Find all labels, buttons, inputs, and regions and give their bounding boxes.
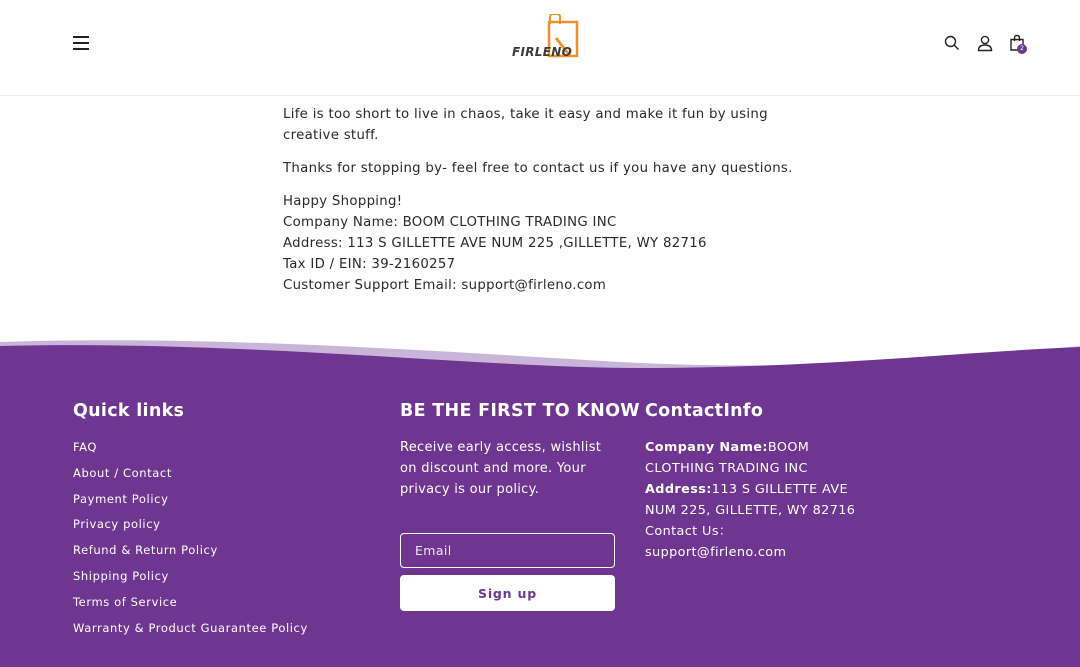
footer-link-shipping[interactable]: Shipping Policy bbox=[73, 568, 169, 583]
search-icon[interactable] bbox=[943, 34, 961, 52]
footer-link-terms[interactable]: Terms of Service bbox=[73, 594, 178, 609]
company-info-block bbox=[283, 191, 803, 296]
footer-link-about[interactable]: About / Contact bbox=[73, 465, 172, 480]
address-line: Address: 113 S GILLETTE AVE NUM 225 ,GILLETTE, WY 82716 bbox=[283, 236, 707, 251]
paragraph: Life is too short to live in chaos, take it easy and make it fun by using creative stuff. bbox=[283, 107, 768, 143]
quick-links-list bbox=[73, 439, 308, 645]
contact-info bbox=[645, 437, 860, 563]
site-header bbox=[0, 0, 1080, 96]
logo[interactable] bbox=[512, 14, 582, 60]
address-value: 113 S GILLETTE AVE NUM 225, GILLETTE, WY 82716 bbox=[645, 482, 856, 518]
greeting-line: Happy Shopping! bbox=[283, 194, 403, 209]
footer-link-privacy[interactable]: Privacy policy bbox=[73, 517, 161, 532]
newsletter-title: BE THE FIRST TO KNOW bbox=[400, 401, 640, 421]
paragraph: Thanks for stopping by- feel free to contact us if you have any questions. bbox=[283, 161, 793, 176]
logo-text: FIRLENO bbox=[512, 45, 573, 59]
contact-email[interactable]: support@firleno.com bbox=[645, 545, 787, 560]
company-label: Company Name: bbox=[645, 440, 768, 455]
cart-count-badge: 2 bbox=[1017, 44, 1027, 54]
address-label: Address: bbox=[645, 482, 712, 497]
footer-link-faq[interactable]: FAQ bbox=[73, 440, 98, 454]
footer-link-refund[interactable]: Refund & Return Policy bbox=[73, 543, 218, 558]
tax-id-line: Tax ID / EIN: 39-2160257 bbox=[283, 257, 456, 272]
contact-info-title: ContactInfo bbox=[645, 401, 764, 421]
menu-icon[interactable] bbox=[73, 36, 89, 50]
contact-us-label: Contact Us： bbox=[645, 524, 733, 539]
page-content bbox=[283, 104, 803, 296]
site-footer bbox=[0, 372, 1080, 667]
sign-up-button[interactable]: Sign up bbox=[400, 575, 615, 611]
quick-links-title: Quick links bbox=[73, 401, 185, 421]
company-value: BOOM CLOTHING TRADING INC bbox=[645, 440, 810, 476]
footer-link-payment[interactable]: Payment Policy bbox=[73, 491, 169, 506]
newsletter-text: Receive early access, wishlist on discount and more. Your privacy is our policy. bbox=[400, 440, 602, 497]
footer-link-warranty[interactable]: Warranty & Product Guarantee Policy bbox=[73, 620, 308, 635]
account-icon[interactable] bbox=[976, 34, 994, 52]
support-email-line: Customer Support Email: support@firleno.com bbox=[283, 278, 607, 293]
company-name-line: Company Name: BOOM CLOTHING TRADING INC bbox=[283, 215, 617, 230]
email-input[interactable] bbox=[400, 533, 615, 568]
